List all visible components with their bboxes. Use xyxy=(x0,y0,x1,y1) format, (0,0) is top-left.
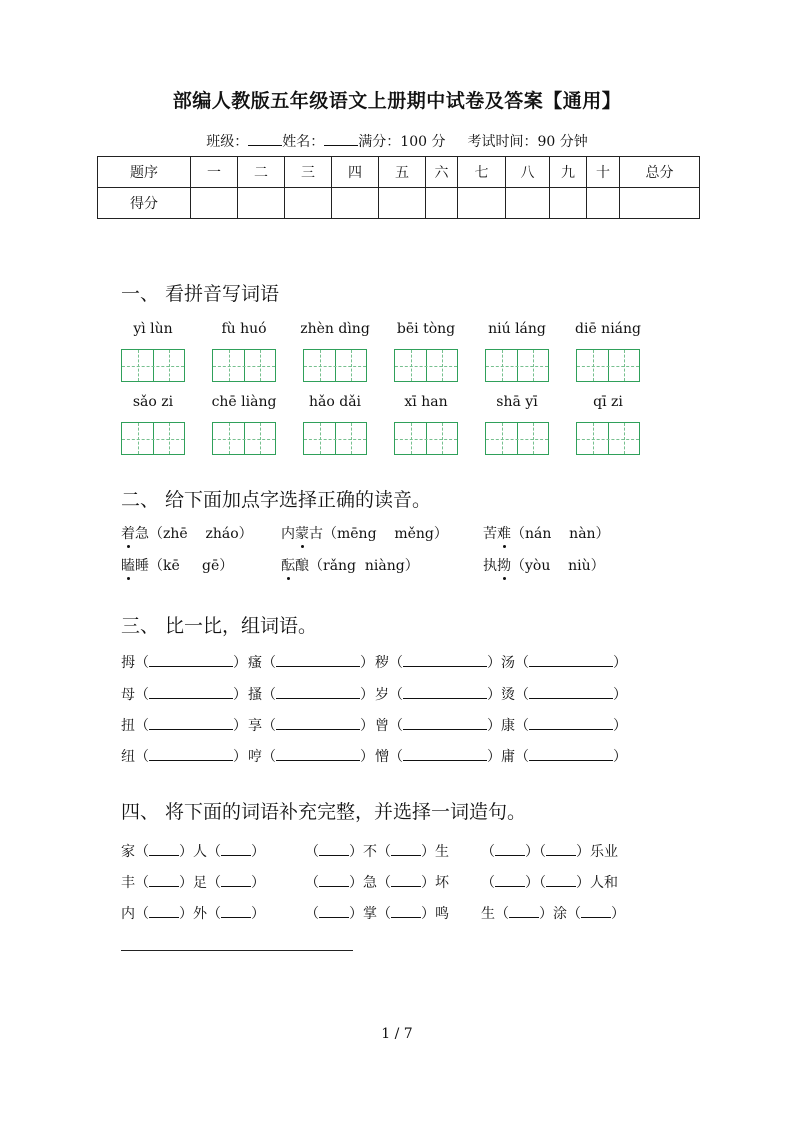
idiom-part: （ xyxy=(305,906,319,922)
idiom-item xyxy=(305,903,449,923)
compare-cell: 拇（ ） xyxy=(121,655,247,671)
tianzige-box[interactable] xyxy=(394,349,458,382)
pinyin-label: sǎo zi xyxy=(132,394,174,410)
idiom-blank[interactable] xyxy=(319,874,349,887)
score-input-cell[interactable] xyxy=(550,188,587,219)
reading-item xyxy=(281,523,448,543)
word-blank[interactable] xyxy=(529,717,613,730)
score-header-cell: 十 xyxy=(587,157,620,188)
compare-cell: 哼（ ） xyxy=(248,749,374,765)
score-row-label: 得分 xyxy=(98,188,191,219)
idiom-blank[interactable] xyxy=(221,905,251,918)
pinyin-label: bēi tòng xyxy=(396,321,456,337)
idiom-blank[interactable] xyxy=(149,843,179,856)
dotted-character: 瞌 xyxy=(121,555,135,575)
score-header-cell: 五 xyxy=(379,157,426,188)
reading-prefix: 执 xyxy=(483,558,497,574)
score-input-cell[interactable] xyxy=(426,188,458,219)
pinyin-label: niú láng xyxy=(488,321,546,337)
reading-item xyxy=(121,555,233,575)
idiom-part: （ xyxy=(305,844,319,860)
tianzige-box[interactable] xyxy=(303,349,367,382)
idiom-part: 内（ xyxy=(121,906,149,922)
pinyin-label: qī zi xyxy=(593,394,623,410)
section-4-heading: 四、 将下面的词语补充完整，并选择一词造句。 xyxy=(121,801,527,823)
compare-character: 憎 xyxy=(375,749,389,765)
exam-time: 考试时间：90 分钟 xyxy=(467,134,588,150)
dotted-character: 酝 xyxy=(281,555,295,575)
idiom-blank[interactable] xyxy=(149,874,179,887)
idiom-part: （ xyxy=(481,844,495,860)
writing-boxes-row-1 xyxy=(0,349,794,385)
dotted-character: 蒙 xyxy=(295,523,309,543)
compare-character: 瘙 xyxy=(248,655,262,671)
reading-item xyxy=(121,523,253,543)
compare-character: 烫 xyxy=(501,687,515,703)
compare-character: 曾 xyxy=(375,718,389,734)
idiom-part: ）人和 xyxy=(576,875,618,891)
idiom-blank[interactable] xyxy=(581,905,611,918)
idiom-blank[interactable] xyxy=(391,874,421,887)
compare-cell: 纽（ ） xyxy=(121,749,247,765)
idiom-part: 家（ xyxy=(121,844,149,860)
idiom-part: ）（ xyxy=(525,844,546,860)
compare-cell: 岁（ ） xyxy=(375,687,501,703)
idiom-part: ）人（ xyxy=(179,844,221,860)
idiom-item xyxy=(121,872,265,892)
idiom-blank[interactable] xyxy=(391,843,421,856)
writing-boxes-row-2 xyxy=(0,422,794,458)
score-header-cell: 二 xyxy=(238,157,285,188)
compare-character: 拇 xyxy=(121,655,135,671)
score-value-row xyxy=(98,188,700,219)
word-blank[interactable] xyxy=(529,686,613,699)
score-input-cell[interactable] xyxy=(379,188,426,219)
score-input-cell[interactable] xyxy=(506,188,550,219)
idiom-item xyxy=(481,903,625,923)
idiom-part: ） xyxy=(251,906,265,922)
idiom-part: ） xyxy=(251,875,265,891)
score-input-cell[interactable] xyxy=(285,188,332,219)
compare-character: 享 xyxy=(248,718,262,734)
idiom-part: ）不（ xyxy=(349,844,391,860)
score-header-cell: 六 xyxy=(426,157,458,188)
reading-prefix: 苦 xyxy=(483,526,497,542)
idiom-blank[interactable] xyxy=(546,843,576,856)
idiom-item xyxy=(481,841,618,861)
compare-character: 汤 xyxy=(501,655,515,671)
word-blank[interactable] xyxy=(403,654,487,667)
pinyin-row-2 xyxy=(0,394,794,414)
word-blank[interactable] xyxy=(149,748,233,761)
score-input-cell[interactable] xyxy=(332,188,379,219)
idiom-part: ）坏 xyxy=(421,875,449,891)
word-blank[interactable] xyxy=(276,717,360,730)
reading-item xyxy=(281,555,419,575)
idiom-blank[interactable] xyxy=(319,905,349,918)
score-header-cell: 七 xyxy=(458,157,506,188)
exam-info-line xyxy=(0,131,794,151)
reading-line-2 xyxy=(121,555,741,575)
idiom-item xyxy=(121,903,265,923)
reading-item xyxy=(483,523,610,543)
score-header-cell: 总分 xyxy=(620,157,700,188)
word-blank[interactable] xyxy=(149,686,233,699)
reading-options[interactable]: 古（mēng měng） xyxy=(309,526,448,542)
idiom-part: ）掌（ xyxy=(349,906,391,922)
tianzige-box[interactable] xyxy=(212,349,276,382)
section-2-heading: 二、 给下面加点字选择正确的读音。 xyxy=(121,489,432,511)
reading-options[interactable]: 睡（kē gē） xyxy=(135,558,234,574)
idiom-blank[interactable] xyxy=(509,905,539,918)
compare-cell: 康（ ） xyxy=(501,718,627,734)
compare-cell: 憎（ ） xyxy=(375,749,501,765)
idiom-blank[interactable] xyxy=(221,843,251,856)
tianzige-box[interactable] xyxy=(485,349,549,382)
reading-options[interactable]: 酿（rǎng niàng） xyxy=(295,558,419,574)
tianzige-box[interactable] xyxy=(394,422,458,455)
score-input-cell[interactable] xyxy=(458,188,506,219)
idiom-part: ）（ xyxy=(525,875,546,891)
idiom-blank[interactable] xyxy=(319,843,349,856)
compare-character: 扭 xyxy=(121,718,135,734)
idiom-blank[interactable] xyxy=(391,905,421,918)
compare-cell: 瘙（ ） xyxy=(248,655,374,671)
idiom-part: ）乐业 xyxy=(576,844,618,860)
reading-options[interactable]: （nán nàn） xyxy=(511,526,610,542)
word-blank[interactable] xyxy=(403,748,487,761)
compare-cell: 扭（ ） xyxy=(121,718,247,734)
compare-cell: 庸（ ） xyxy=(501,749,627,765)
idiom-part: 丰（ xyxy=(121,875,149,891)
reading-options[interactable]: 急（zhē zháo） xyxy=(135,526,253,542)
tianzige-box[interactable] xyxy=(485,422,549,455)
idiom-part: ）涂（ xyxy=(539,906,581,922)
compare-cell: 曾（ ） xyxy=(375,718,501,734)
word-blank[interactable] xyxy=(529,748,613,761)
pinyin-label: yì lùn xyxy=(133,321,173,337)
score-input-cell[interactable] xyxy=(191,188,238,219)
score-input-cell[interactable] xyxy=(620,188,700,219)
dotted-character: 难 xyxy=(497,523,511,543)
compare-cell: 享（ ） xyxy=(248,718,374,734)
compare-character: 庸 xyxy=(501,749,515,765)
idiom-part: ）急（ xyxy=(349,875,391,891)
reading-line-1 xyxy=(121,523,741,543)
idiom-item xyxy=(305,841,449,861)
compare-cell: 汤（ ） xyxy=(501,655,627,671)
compare-character: 母 xyxy=(121,687,135,703)
pinyin-label: zhèn dìng xyxy=(300,321,370,337)
score-table xyxy=(97,156,700,219)
score-input-cell[interactable] xyxy=(587,188,620,219)
word-blank[interactable] xyxy=(403,686,487,699)
class-blank[interactable] xyxy=(248,133,282,146)
pinyin-label: hǎo dǎi xyxy=(308,394,362,410)
score-header-cell: 九 xyxy=(550,157,587,188)
reading-prefix: 内 xyxy=(281,526,295,542)
word-blank[interactable] xyxy=(276,686,360,699)
section-3-heading: 三、 比一比，组词语。 xyxy=(121,615,318,637)
reading-options[interactable]: （yòu niù） xyxy=(511,558,605,574)
score-header-cell: 八 xyxy=(506,157,550,188)
page-title: 部编人教版五年级语文上册期中试卷及答案【通用】 xyxy=(172,90,622,112)
compare-character: 纽 xyxy=(121,749,135,765)
idiom-part: ） xyxy=(611,906,625,922)
word-blank[interactable] xyxy=(276,654,360,667)
tianzige-box[interactable] xyxy=(121,422,185,455)
pinyin-label: shā yī xyxy=(496,394,538,410)
idiom-blank[interactable] xyxy=(221,874,251,887)
page-number: 1 / 7 xyxy=(381,1026,413,1042)
idiom-part: （ xyxy=(305,875,319,891)
idiom-part: 生（ xyxy=(481,906,509,922)
compare-cell: 搔（ ） xyxy=(248,687,374,703)
tianzige-box[interactable] xyxy=(303,422,367,455)
score-header-row xyxy=(98,157,700,188)
tianzige-box[interactable] xyxy=(576,349,640,382)
idiom-part: ）足（ xyxy=(179,875,221,891)
compare-cell: 秽（ ） xyxy=(375,655,501,671)
word-blank[interactable] xyxy=(149,654,233,667)
score-header-cell: 四 xyxy=(332,157,379,188)
tianzige-box[interactable] xyxy=(121,349,185,382)
compare-character: 康 xyxy=(501,718,515,734)
word-blank[interactable] xyxy=(529,654,613,667)
idiom-part: ）生 xyxy=(421,844,449,860)
idiom-blank[interactable] xyxy=(149,905,179,918)
dotted-character: 拗 xyxy=(497,555,511,575)
idiom-part: ） xyxy=(251,844,265,860)
word-blank[interactable] xyxy=(403,717,487,730)
reading-item xyxy=(483,555,605,575)
score-header-cell: 一 xyxy=(191,157,238,188)
word-blank[interactable] xyxy=(149,717,233,730)
pinyin-label: chē liàng xyxy=(211,394,277,410)
idiom-blank[interactable] xyxy=(495,874,525,887)
dotted-character: 着 xyxy=(121,523,135,543)
idiom-blank[interactable] xyxy=(495,843,525,856)
full-score: 满分：100 分 xyxy=(358,134,446,150)
class-label: 班级： xyxy=(206,134,249,150)
compare-character: 秽 xyxy=(375,655,389,671)
pinyin-label: diē niáng xyxy=(575,321,641,337)
pinyin-row-1 xyxy=(0,321,794,341)
compare-character: 哼 xyxy=(248,749,262,765)
compare-character: 搔 xyxy=(248,687,262,703)
idiom-item xyxy=(305,872,449,892)
compare-character: 岁 xyxy=(375,687,389,703)
score-header-cell: 题序 xyxy=(98,157,191,188)
idiom-item xyxy=(481,872,618,892)
sentence-answer-line[interactable] xyxy=(121,950,353,951)
compare-cell: 母（ ） xyxy=(121,687,247,703)
score-header-cell: 三 xyxy=(285,157,332,188)
word-blank[interactable] xyxy=(276,748,360,761)
name-label: 姓名： xyxy=(282,134,325,150)
section-1-heading: 一、 看拼音写词语 xyxy=(121,283,280,305)
name-blank[interactable] xyxy=(324,133,358,146)
idiom-part: ）外（ xyxy=(179,906,221,922)
pinyin-label: fù huó xyxy=(221,321,267,337)
idiom-item xyxy=(121,841,265,861)
tianzige-box[interactable] xyxy=(212,422,276,455)
score-input-cell[interactable] xyxy=(238,188,285,219)
idiom-part: （ xyxy=(481,875,495,891)
idiom-blank[interactable] xyxy=(546,874,576,887)
idiom-part: ）鸣 xyxy=(421,906,449,922)
compare-cell: 烫（ ） xyxy=(501,687,627,703)
pinyin-label: xī han xyxy=(404,394,448,410)
tianzige-box[interactable] xyxy=(576,422,640,455)
